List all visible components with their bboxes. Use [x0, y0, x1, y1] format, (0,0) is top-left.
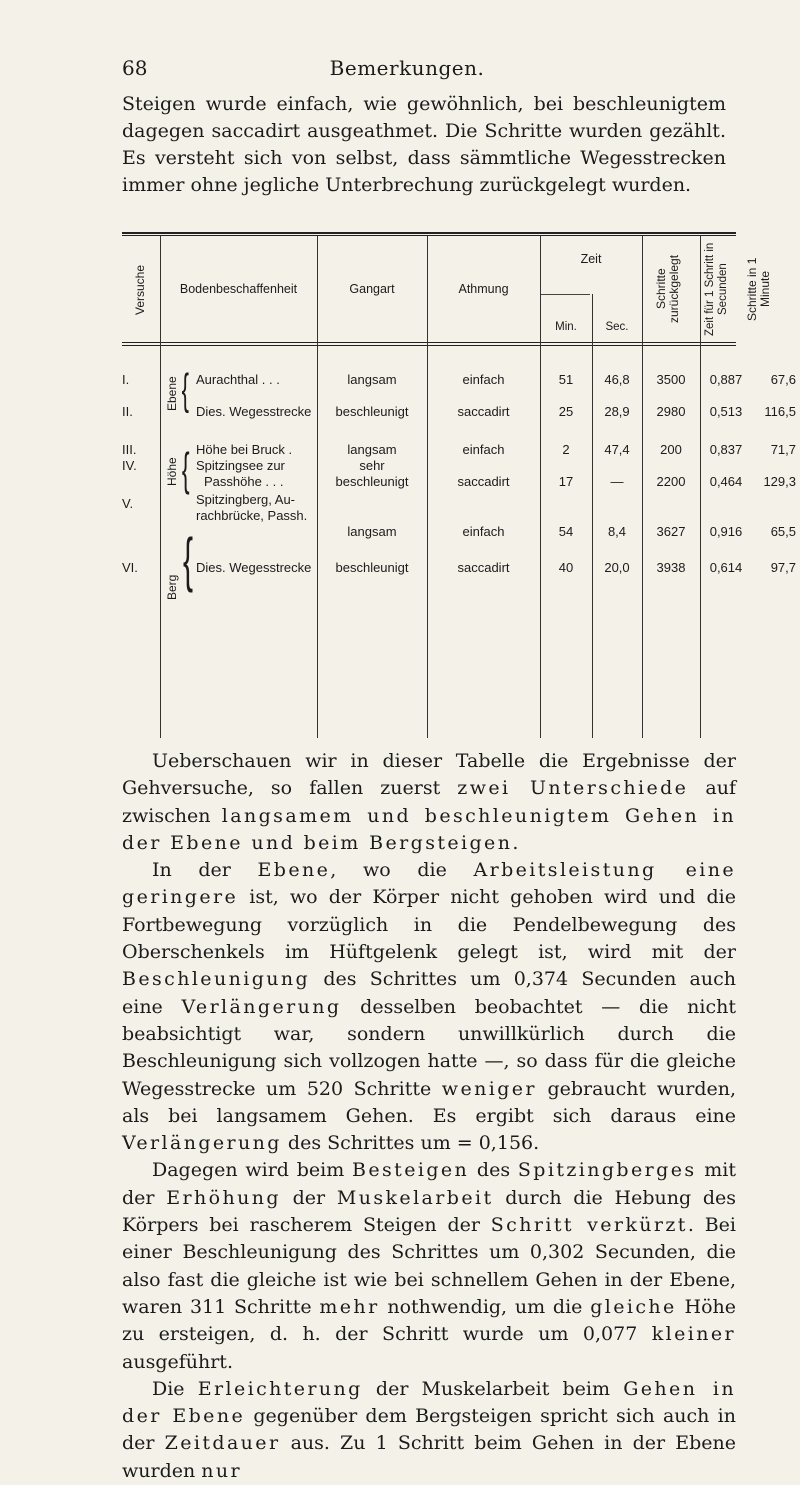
row-5-sec: 8,4: [607, 524, 627, 539]
group-berg: Berg: [165, 574, 179, 600]
row-1-min: 51: [558, 372, 574, 387]
row-2-athmung: saccadirt: [457, 404, 510, 419]
row-2-sec: 28,9: [604, 404, 630, 419]
header-gangart: Gangart: [349, 282, 395, 296]
row-2-zeit: 0,513: [709, 404, 743, 419]
row-6-min: 40: [558, 560, 574, 575]
header-schritte-minute: Schritte in 1 Minute: [745, 257, 772, 321]
row-6-athmung: saccadirt: [457, 560, 510, 575]
table-top-rule: [122, 232, 736, 234]
header-schritte: Schritte zurückgelegt: [654, 254, 681, 324]
row-6-boden: Dies. Wegesstrecke: [196, 560, 312, 575]
row-2-schritte: 2980: [656, 404, 686, 419]
row-3-pro-min: 71,7: [770, 442, 796, 457]
results-table: [122, 232, 796, 738]
paragraph-3: Dagegen wird beim Besteigen des Spitzingberges mit der Erhöhung der Muskelarbeit durch die Hebung des Körpers bei rascherem Steigen der Schritt verkürzt. Bei einer Beschleunigung des Schrittes um 0,302 Secunden, die also fast die gleiche ist wie bei schnellem Gehen in der Ebene, waren 311 Schritte mehr nothwendig, um die gleiche Höhe zu ersteigen, d. h. der Schritt wurde um 0,077 kleiner ausgeführt.: [122, 1159, 737, 1373]
header-min: Min.: [555, 321, 577, 333]
row-4-min: 17: [558, 474, 574, 489]
row-3-zeit: 0,837: [709, 442, 743, 457]
row-5-zeit: 0,916: [709, 524, 743, 539]
page-number: 68: [122, 56, 148, 80]
row-6-zeit: 0,614: [709, 560, 743, 575]
row-2-pro-min: 116,5: [764, 404, 796, 419]
header-zeit-schritt: Zeit für 1 Schritt in Secunden: [704, 242, 729, 336]
paragraph-4: Die Erleichterung der Muskelarbeit beim Gehen in der Ebene gegenüber dem Bergsteigen spricht sich auch in der Zeitdauer aus. Zu 1 Schritt beim Gehen in der Ebene wurden nur: [122, 1377, 736, 1482]
row-6-gangart: beschleunigt: [335, 560, 409, 575]
row-1-zeit: 0,887: [709, 372, 743, 387]
row-2-gangart: beschleunigt: [335, 404, 409, 419]
row-4-athmung: saccadirt: [457, 474, 510, 489]
header-versuche: Versuche: [133, 264, 147, 316]
header-boden: Bodenbeschaffenheit: [179, 282, 298, 296]
row-1-schritte: 3500: [656, 372, 686, 387]
header-sec: Sec.: [605, 321, 629, 333]
intro-paragraph: Steigen wurde einfach, wie gewöhnlich, bei beschleunigtem dagegen saccadirt ausgeathmet. Die Schritte wurden gezählt. Es versteht sich von selbst, dass sämmtliche Wegesstrecken immer ohne jegliche Unterbrechung zurückgelegt wurden.: [122, 93, 726, 196]
brace-berg: {: [183, 526, 194, 593]
row-1-gangart: langsam: [347, 372, 397, 387]
row-4-zeit: 0,464: [709, 474, 743, 489]
row-5-athmung: einfach: [462, 524, 505, 539]
row-4-gangart-cont: beschleunigt: [335, 474, 409, 489]
header-athmung: Athmung: [458, 282, 509, 296]
group-hoehe: Höhe: [165, 457, 179, 486]
row-5-boden: Spitzingberg, Au-: [196, 492, 296, 507]
brace-hoehe: {: [181, 443, 190, 495]
row-3-athmung: einfach: [462, 442, 505, 457]
row-3-gangart: langsam: [347, 442, 397, 457]
row-1-boden: Aurachthal . . .: [196, 372, 280, 387]
row-3-min: 2: [562, 442, 570, 457]
row-4-nr: IV.: [122, 458, 137, 473]
header-zeit: Zeit: [580, 252, 602, 266]
row-6-nr: VI.: [122, 560, 138, 575]
table-top-rule-thin: [122, 235, 736, 236]
running-title: Bemerkungen.: [329, 56, 485, 80]
row-4-schritte: 2200: [656, 474, 686, 489]
row-6-sec: 20,0: [604, 560, 630, 575]
table-header-rule: [122, 342, 736, 343]
row-3-sec: 47,4: [604, 442, 630, 457]
paragraph-2: In der Ebene, wo die Arbeitsleistung eine geringere ist, wo der Körper nicht gehoben wird und die Fortbewegung vorzüglich in die Pendelbewegung des Oberschenkels im Hüftgelenk gelegt ist, wird mit der Beschleunigung des Schrittes um 0,374 Secunden auch eine Verlängerung desselben beobachtet — die nicht beabsichtigt war, sondern unwillkürlich durch die Beschleunigung sich vollzogen hatte —, so dass für die gleiche Wegesstrecke um 520 Schritte weniger gebraucht wurden, als bei langsamem Gehen. Es ergibt sich daraus eine Verlängerung des Schrittes um = 0,156.: [122, 859, 737, 1155]
table-header-rule-thin: [122, 345, 736, 346]
row-1-pro-min: 67,6: [770, 372, 796, 387]
row-2-nr: II.: [122, 404, 133, 419]
row-5-gangart: langsam: [347, 524, 397, 539]
row-2-min: 25: [558, 404, 574, 419]
row-2-boden: Dies. Wegesstrecke: [196, 404, 312, 419]
row-3-nr: III.: [122, 442, 137, 457]
zeit-subrule: [540, 294, 590, 295]
row-1-sec: 46,8: [604, 372, 630, 387]
row-5-min: 54: [558, 524, 574, 539]
row-6-pro-min: 97,7: [770, 560, 796, 575]
row-6-schritte: 3938: [656, 560, 686, 575]
row-4-boden: Spitzingsee zur: [196, 458, 285, 473]
row-5-schritte: 3627: [656, 524, 686, 539]
row-1-athmung: einfach: [462, 372, 505, 387]
row-4-gangart: sehr: [359, 458, 385, 473]
row-4-pro-min: 129,3: [763, 474, 796, 489]
row-4-sec: —: [610, 474, 624, 489]
brace-ebene: {: [181, 365, 190, 414]
row-5-pro-min: 65,5: [770, 524, 796, 539]
paragraph-1: Ueberschauen wir in dieser Tabelle die Ergebnisse der Gehversuche, so fallen zuerst zwei Unterschiede auf zwischen langsamem und beschleunigtem Gehen in der Ebene und beim Bergsteigen.: [122, 750, 736, 854]
group-ebene: Ebene: [165, 376, 179, 412]
col-sep: [160, 236, 161, 738]
row-1-nr: I.: [122, 372, 130, 387]
col-sep: [592, 294, 593, 738]
row-5-nr: V.: [122, 496, 134, 511]
row-4-boden-cont: Passhöhe . . .: [204, 474, 284, 489]
row-3-boden: Höhe bei Bruck .: [196, 442, 293, 457]
running-head: [122, 56, 692, 82]
row-3-schritte: 200: [660, 442, 682, 457]
body-text: [122, 748, 736, 1485]
row-5-boden-cont: rachbrücke, Passh.: [196, 508, 308, 523]
